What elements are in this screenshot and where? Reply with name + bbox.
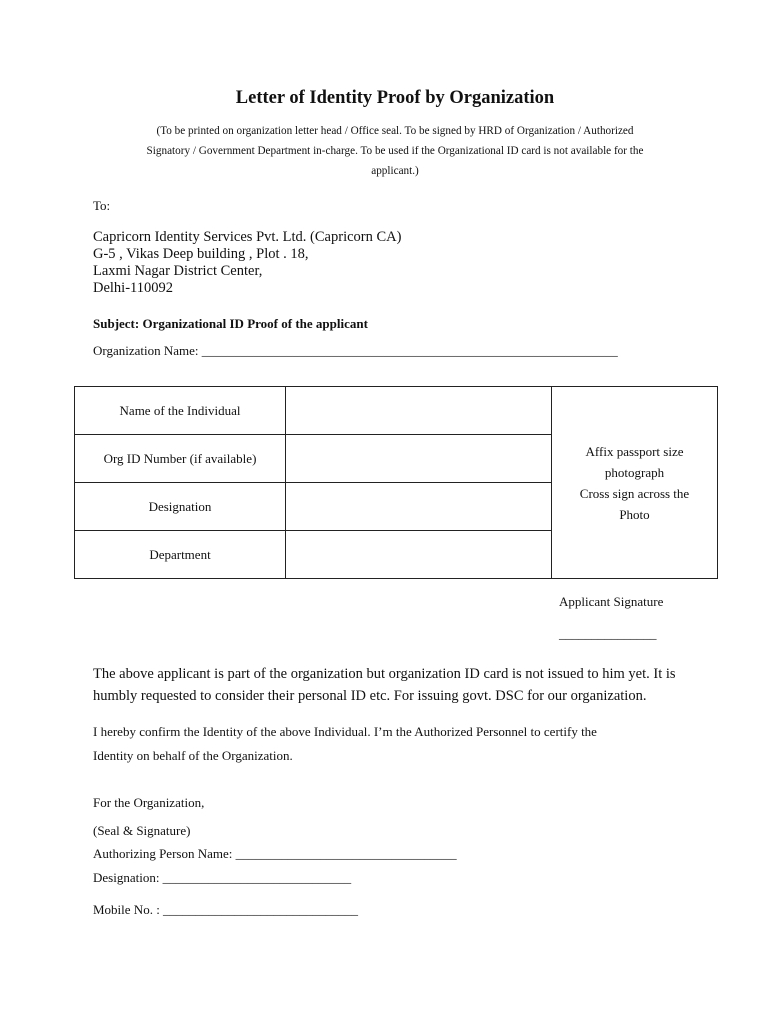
instruction-line-1: (To be printed on organization letter head / Office seal. To be signed by HRD of Organization / Authorized — [156, 125, 634, 137]
address-line-3: Laxmi Nagar District Center, — [93, 263, 263, 279]
table-label-department: Department — [75, 531, 286, 579]
address-line-2: G-5 , Vikas Deep building , Plot . 18, — [93, 246, 309, 262]
document-title: Letter of Identity Proof by Organization — [235, 88, 555, 108]
table-label-org-id: Org ID Number (if available) — [75, 435, 286, 483]
seal-signature-label: (Seal & Signature) — [93, 823, 191, 838]
mobile-number-field: Mobile No. : ______________________________ — [93, 902, 359, 917]
organization-name-field: Organization Name: ________________________________________________________________ — [93, 343, 618, 358]
photo-instruction-line-2: photograph — [604, 464, 665, 480]
table-value-department — [286, 531, 552, 579]
applicant-signature-line: _______________ — [559, 626, 657, 641]
photo-box — [552, 387, 718, 579]
to-label: To: — [93, 198, 111, 213]
designation-field: Designation: _____________________________ — [93, 870, 352, 885]
subject-line: Subject: Organizational ID Proof of the applicant — [93, 316, 368, 331]
table-label-designation: Designation — [75, 483, 286, 531]
body-paragraph: The above applicant is part of the organization but organization ID card is not issued to him yet. It is humbly requested to consider their personal ID etc. For issuing govt. DSC for our organization. — [93, 666, 676, 704]
photo-instruction-line-4: Photo — [619, 506, 650, 522]
address-line-4: Delhi-110092 — [93, 280, 174, 296]
table-label-name: Name of the Individual — [75, 387, 286, 435]
confirmation-line-1: I hereby confirm the Identity of the above Individual. I’m the Authorized Personnel to certify the — [93, 724, 597, 739]
applicant-details-table — [74, 386, 718, 579]
table-value-name — [286, 387, 552, 435]
table-value-org-id — [286, 435, 552, 483]
table-value-designation — [286, 483, 552, 531]
applicant-signature-label: Applicant Signature — [559, 594, 664, 609]
table-row — [75, 387, 718, 435]
photo-instruction-line-1: Affix passport size — [585, 443, 684, 459]
for-organization-label: For the Organization, — [93, 795, 205, 810]
address-line-1: Capricorn Identity Services Pvt. Ltd. (Capricorn CA) — [93, 229, 402, 245]
authorizing-person-field: Authorizing Person Name: __________________________________ — [93, 846, 457, 861]
instruction-line-2: Signatory / Government Department in-charge. To be used if the Organizational ID card is not available for the — [146, 145, 644, 157]
confirmation-line-2: Identity on behalf of the Organization. — [93, 748, 293, 763]
photo-instruction-line-3: Cross sign across the — [579, 485, 690, 501]
instruction-line-3: applicant.) — [371, 165, 419, 177]
